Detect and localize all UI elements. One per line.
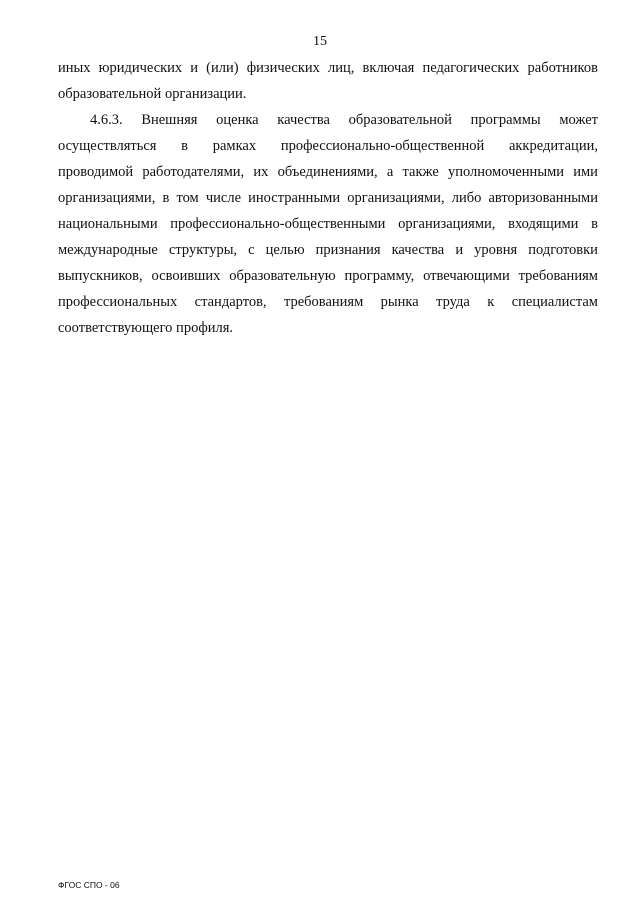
text-line: организациями, в том числе иностранными организациями, либо авторизованными xyxy=(58,190,598,206)
footer-doc-code: ФГОС СПО - 06 xyxy=(58,880,120,890)
text-line: профессиональных стандартов, требованиям рынка труда к специалистам xyxy=(58,294,598,310)
text-line: национальными профессионально-общественными организациями, входящими в xyxy=(58,216,598,232)
text-line: образовательной организации. xyxy=(58,86,247,102)
text-line: выпускников, освоивших образовательную программу, отвечающими требованиям xyxy=(58,268,598,284)
text-line: иных юридических и (или) физических лиц, включая педагогических работников xyxy=(58,60,598,76)
text-line: 4.6.3. Внешняя оценка качества образовательной программы может xyxy=(90,112,598,128)
text-line: проводимой работодателями, их объединениями, а также уполномоченными ими xyxy=(58,164,598,180)
text-line: соответствующего профиля. xyxy=(58,320,234,336)
document-body xyxy=(58,56,598,342)
page-number: 15 xyxy=(313,34,327,49)
text-line: международные структуры, с целью признания качества и уровня подготовки xyxy=(58,242,598,258)
text-line: осуществляться в рамках профессионально-общественной аккредитации, xyxy=(58,138,598,154)
